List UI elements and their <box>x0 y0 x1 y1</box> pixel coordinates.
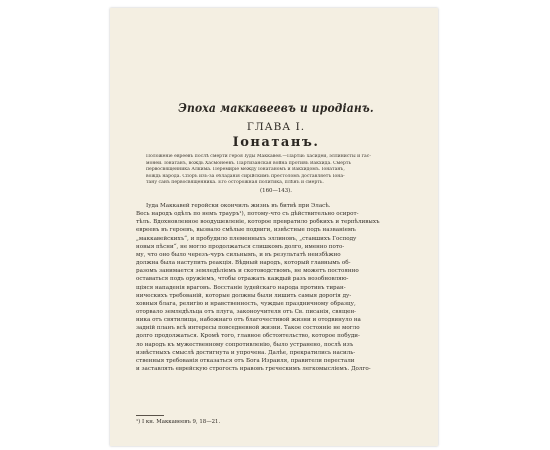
page-content <box>136 100 416 373</box>
chapter-heading: ГЛАВА I. <box>246 121 306 133</box>
body-line: и заставлять еврейскую строгость нравовъ греческимъ легкомысліемъ. Долго- <box>136 366 371 373</box>
body-line: долго продолжаться. Кромѣ того, главное обстоятельство, которое побуди- <box>136 333 360 340</box>
body-line: извѣстныхъ смыслѣ достигнута и упрочена. Далѣе, прекратились насиль- <box>136 349 356 356</box>
book-page <box>110 8 438 446</box>
years-range: (160—143). <box>260 187 292 194</box>
footnote: ¹) І кн. Маккавеевъ 9, 18—21. <box>136 419 221 425</box>
summary-line: тану санъ первосвященника. Его осторожная политика, плѣнъ и смерть. <box>146 180 324 186</box>
chapter-name: Іонатанъ. <box>232 135 320 150</box>
body-line: ническихъ требованій, которые должны были лишить самыя дорогія ду- <box>136 292 352 299</box>
chapter-summary <box>146 154 406 187</box>
body-line: разомъ занимается земледѣліемъ и скотоводствомъ, не можетъ постоянно <box>136 268 359 275</box>
body-line: ника отъ святилища, набожнаго отъ благочестивой жизни и отодвинуло на <box>136 317 361 324</box>
body-line: евреевъ въ героевъ, вызвало смѣлые подвиги, извѣстные подъ названіемъ <box>136 227 356 234</box>
body-line: новыя пѣсни“, не могло продолжаться слишкомъ долго, именно пото- <box>136 243 345 250</box>
body-text <box>136 202 416 373</box>
body-line: ло народъ къ мужественному сопротивленію, было устранено, послѣ изъ <box>136 341 354 348</box>
body-line: „маккавейскихъ“, и пробудило племенныхъ эллиновъ, „ставшихъ Господу <box>136 235 357 242</box>
body-line: должна была наступить реакція. Вѣдный народъ, который главнымъ об- <box>136 260 351 267</box>
body-line: му, что оно было черезъ-чуръ сильнымъ, и въ результатѣ неизбѣжно <box>136 251 341 258</box>
summary-line: первосвященника Алкима. Перемиріе между Іонатаномъ и Вакхидомъ. Іонатанъ, <box>146 167 345 173</box>
era-title: Эпоха маккавеевъ и иродіанъ. <box>178 100 374 115</box>
summary-line: монеи. Іонатанъ, вождь Хасмонеевъ. Партизанская война противъ Вакхида. Смерть <box>146 160 351 166</box>
body-line: ховныя блага, религію и нравственность, чуждые праздничному образцу, <box>136 300 356 307</box>
body-line: тѣлъ. Вдохновленное воодушевленіе, которое превратило робкихъ и терпѣливыхъ <box>136 219 380 226</box>
body-line: Іуда Маккавей геройски окончилъ жизнь въ битвѣ при Эласѣ. <box>146 202 331 209</box>
summary-line: вождь народа. Споръ изъ-за обладанія сирійскимъ престоломъ доставляетъ Іона- <box>146 173 345 179</box>
body-line: щіяся нападенія враговъ. Восстаніе іудейскаго народа противъ тиран- <box>136 284 346 291</box>
body-line: задній планъ всѣ интересы повседневной жизни. Такое состояніе не могло <box>136 325 360 332</box>
footnote-divider <box>136 415 164 416</box>
body-line: ственныя требованія отказаться отъ Бога Израиля, правители перестали <box>136 357 355 364</box>
body-line: оторвало земледѣльца отъ плуга, законоучителя отъ Св. писанія, священ- <box>136 309 357 315</box>
body-line: оставаться подъ оружіемъ, чтобы отражать каждый разъ возобновляю- <box>136 276 349 283</box>
body-line: Весь народъ одѣлъ по немъ трауръ¹), потому-что съ дѣйствительно осирот- <box>136 211 359 218</box>
summary-line: Положеніе евреевъ послѣ смерти героя Іуды Маккавея.—Партіи: хасидеи, эллинисты и гас- <box>146 154 371 159</box>
